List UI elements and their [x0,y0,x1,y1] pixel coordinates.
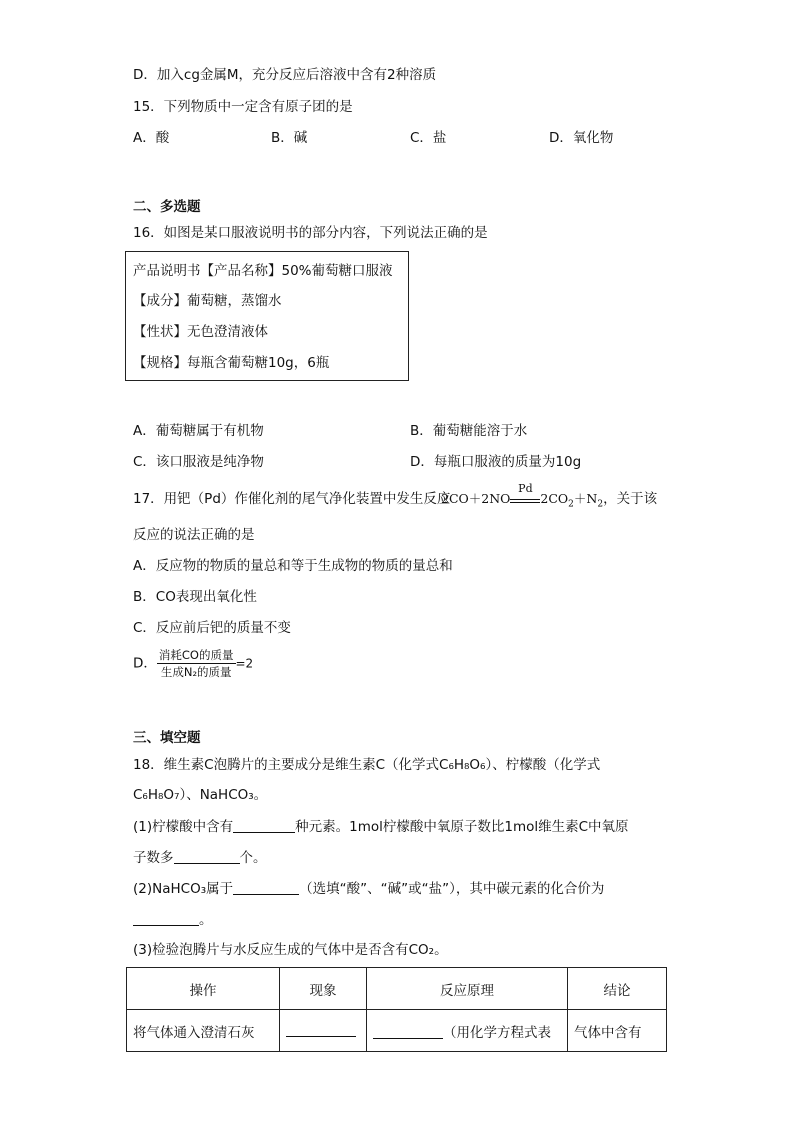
box-line-4: 【规格】每瓶含葡萄糖10g，6瓶 [133,355,330,371]
q18-p1-d: 个。 [239,850,267,866]
eq-left: 2CO＋2NO [441,491,511,506]
product-label-box [125,251,409,381]
table-row [127,1010,667,1052]
q16-option-d: D．每瓶口服液的质量为10g [410,454,582,470]
cell-operation: 将气体通入澄清石灰 [127,1010,280,1052]
q17-option-d [133,647,253,680]
q15-stem: 15．下列物质中一定含有原子团的是 [133,99,353,115]
box-line-1: 产品说明书【产品名称】50%葡萄糖口服液 [133,263,393,279]
q18-p2-c: 。 [199,912,213,928]
cell-phenomenon [280,1010,367,1052]
fraction-value: =2 [235,656,254,671]
experiment-table [126,967,667,1052]
q18-stem-line2: C₆H₈O₇）、NaHCO₃。 [133,787,268,803]
header-phenomenon: 现象 [280,968,367,1010]
q18-p1-b: 种元素。1mol柠檬酸中氧原子数比1mol维生素C中氧原 [295,819,629,835]
q17-option-d-prefix: D． [133,655,157,672]
blank-carbon-valence[interactable] [133,912,199,926]
fraction-denominator: 生成N₂的质量 [160,665,232,679]
header-conclusion: 结论 [568,968,667,1010]
q15-option-b: B．碱 [271,130,308,146]
q14-option-d: D．加入cg金属M，充分反应后溶液中含有2种溶质 [133,67,437,83]
cell-principle [367,1010,568,1052]
table-header-row [127,968,667,1010]
mass-ratio-fraction [157,647,236,680]
box-line-3: 【性状】无色澄清液体 [133,324,268,340]
q18-stem-line1: 18．维生素C泡腾片的主要成分是维生素C（化学式C₆H₈O₆）、柠檬酸（化学式 [133,757,601,773]
header-principle: 反应原理 [367,968,568,1010]
box-line-2: 【成分】葡萄糖，蒸馏水 [133,293,282,309]
section-title-multi-choice: 二、多选题 [133,199,201,215]
q15-option-c: C．盐 [410,130,447,146]
blank-phenomenon[interactable] [286,1023,356,1037]
q18-p1-c: 子数多 [133,850,174,866]
q18-p1-a: (1)柠檬酸中含有 [133,819,234,835]
principle-text: （用化学方程式表 [443,1024,551,1041]
q16-option-a: A．葡萄糖属于有机物 [133,423,264,439]
eq-sub-1: 2 [568,499,574,510]
q17-option-b: B．CO表现出氧化性 [133,589,257,605]
q18-p2-b: （选填“酸”、“碱”或“盐”），其中碳元素的化合价为 [299,881,605,897]
eq-right-a: 2CO [540,491,569,506]
q18-part1-line2 [133,849,267,867]
q15-option-d: D．氧化物 [549,130,614,146]
eq-arrow [510,482,540,503]
blank-oxygen-diff[interactable] [174,850,240,864]
q16-option-c: C．该口服液是纯净物 [133,454,264,470]
blank-element-count[interactable] [233,819,295,833]
q17-stem-part2: 反应的说法正确的是 [133,527,255,543]
q18-part3: (3)检验泡腾片与水反应生成的气体中是否含有CO₂。 [133,942,448,958]
q18-part2-line1 [133,880,604,898]
q18-part1-line1 [133,818,629,836]
blank-substance-class[interactable] [233,881,299,895]
eq-sub-2: 2 [597,499,604,510]
q17-option-c: C．反应前后钯的质量不变 [133,620,291,636]
cell-conclusion: 气体中含有 [568,1010,667,1052]
q16-stem: 16．如图是某口服液说明书的部分内容，下列说法正确的是 [133,225,488,241]
eq-catalyst: Pd [518,482,533,495]
q17-equation [441,482,658,514]
q18-p2-a: (2)NaHCO₃属于 [133,881,234,897]
eq-right-b: ＋N [573,491,598,506]
fraction-numerator: 消耗CO的质量 [158,648,234,662]
q17-stem-part1: 17．用钯（Pd）作催化剂的尾气净化装置中发生反应 [133,491,451,507]
q15-option-a: A．酸 [133,130,170,146]
q16-option-b: B．葡萄糖能溶于水 [410,423,528,439]
q18-part2-line2 [133,911,213,929]
q17-option-a: A．反应物的物质的量总和等于生成物的物质的量总和 [133,558,453,574]
section-title-fill-blank: 三、填空题 [133,730,201,746]
header-operation: 操作 [127,968,280,1010]
eq-tail: ，关于该 [603,491,658,507]
blank-equation[interactable] [373,1025,443,1039]
